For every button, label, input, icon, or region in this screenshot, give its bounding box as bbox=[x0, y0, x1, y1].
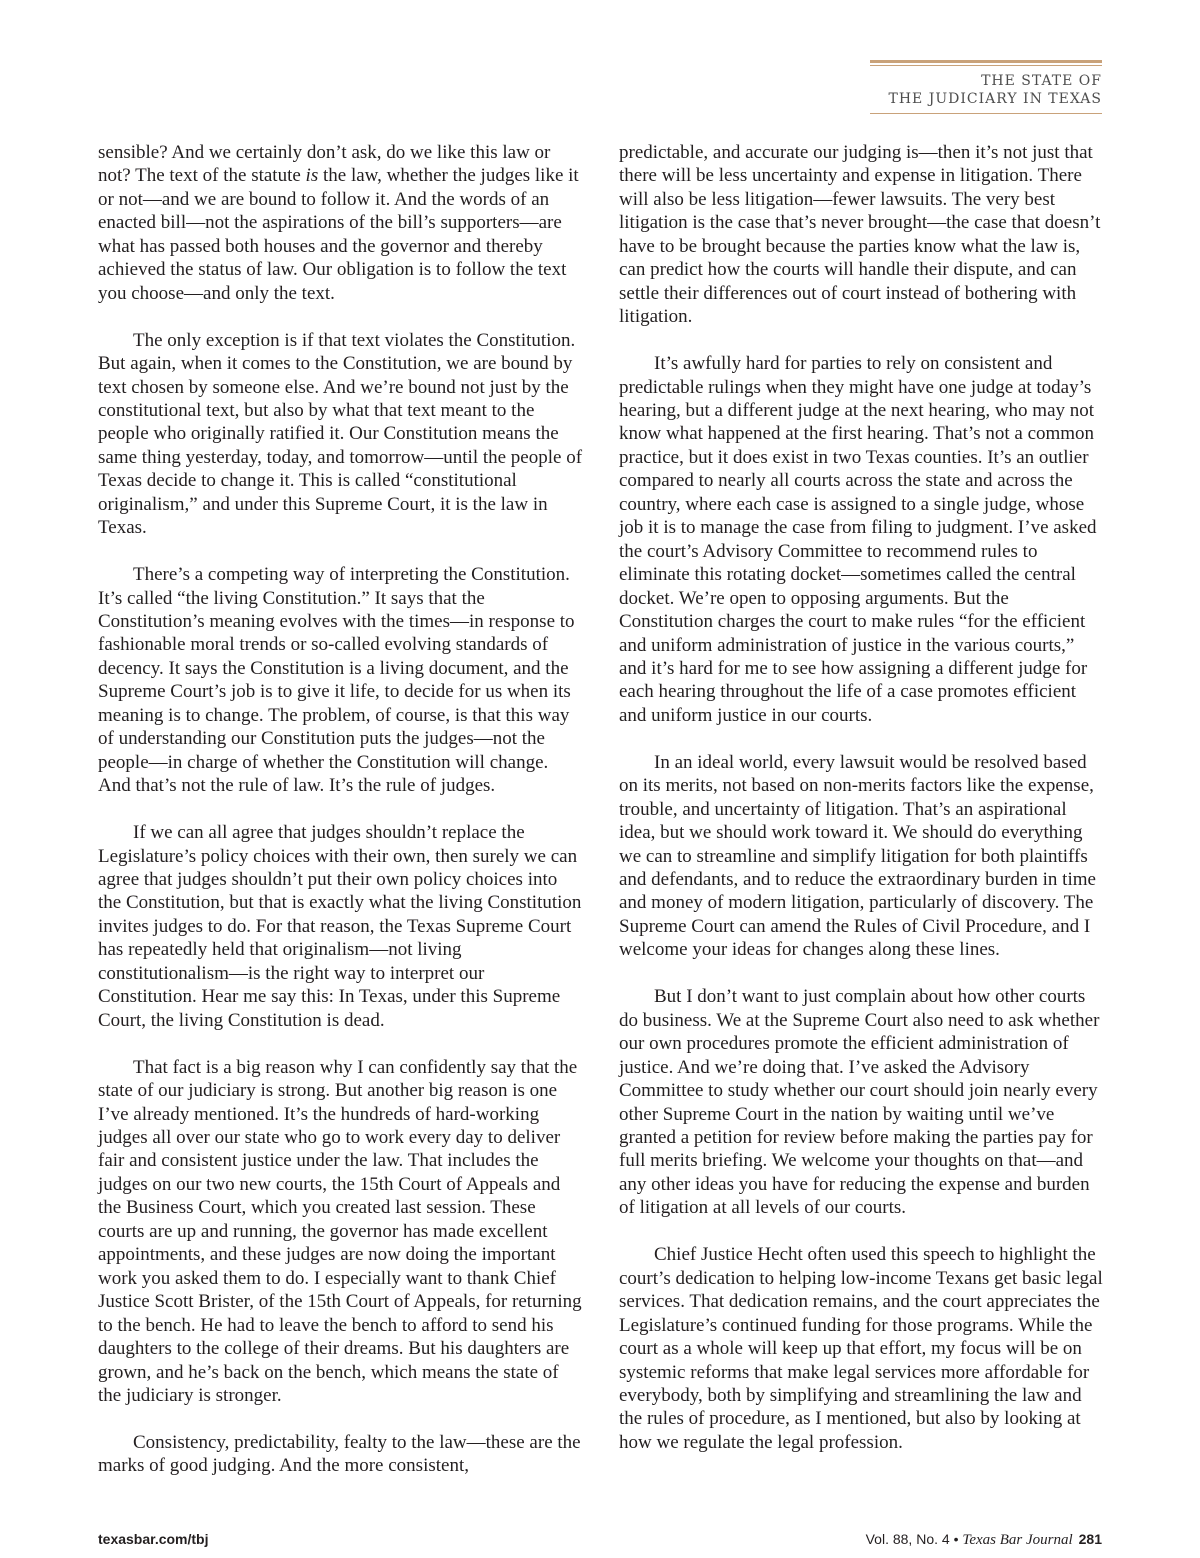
section-title-line2: THE JUDICIARY IN TEXAS bbox=[888, 91, 1102, 107]
paragraph: It’s awfully hard for parties to rely on consistent and predictable rulings when they might have one judge at today’s hearing, but a different judge at the next hearing, who may not know what happened at the first hearing. That’s not a common practice, but it does exist in two Texas counties. It’s an outlier compared to nearly all courts across the state and across the country, where each case is assigned to a single judge, whose job it is to manage the case from filing to judgment. I’ve asked the court’s Advisory Committee to recommend rules to eliminate this rotating docket—sometimes called the central docket. We’re open to opposing arguments. But the Constitution charges the court to make rules “for the efficient and uniform administration of justice in the various courts,” and it’s hard for me to see how assigning a different judge for each hearing throughout the life of a case promotes efficient and uniform justice in our courts. bbox=[619, 353, 1097, 726]
paragraph: Chief Justice Hecht often used this speech to highlight the court’s dedication to helping low-income Texans get basic legal services. That dedication remains, and the court appreciates the Legislature’s continued funding for those programs. While the court as a whole will keep up that effort, my focus will be on systemic reforms that make legal services more affordable for everybody, both by simplifying and streamlining the law and the rules of procedure, as I mentioned, but also by looking at how we regulate the legal profession. bbox=[619, 1244, 1103, 1453]
emphasis-text: is bbox=[305, 165, 319, 187]
paragraph-text: the law, whether the judges like it or not—and we are bound to follow it. And the words of an enacted bill—not the aspirations of the bill’s supporters—are what has passed both houses and the governor and thereby achieved the status of law. Our obligation is to follow the text you choose—and only the text. bbox=[98, 165, 579, 304]
paragraph: If we can all agree that judges shouldn’t replace the Legislature’s policy choices with their own, then surely we can agree that judges shouldn’t put their own policy choices into the Constitution, but that is exactly what the living Constitution invites judges to do. For that reason, the Texas Supreme Court has repeatedly held that originalism—not living constitutionalism—is the right way to interpret our Constitution. Hear me say this: In Texas, under this Supreme Court, the living Constitution is dead. bbox=[98, 822, 582, 1031]
paragraph: Consistency, predictability, fealty to the law—these are the marks of good judging. And the more consistent, bbox=[98, 1431, 581, 1477]
footer-citation bbox=[866, 1531, 1102, 1549]
paragraph: That fact is a big reason why I can confidently say that the state of our judiciary is strong. But another big reason is one I’ve already mentioned. It’s the hundreds of hard-working judges all over our state who go to work every day to deliver fair and consistent justice under the law. That includes the judges on our two new courts, the 15th Court of Appeals and the Business Court, which you created last session. These courts are up and running, the governor has made excellent appointments, and these judges are now doing the important work you asked them to do. I especially want to thank Chief Justice Scott Brister, of the 15th Court of Appeals, for returning to the bench. He had to leave the bench to afford to send his daughters to the college of their dreams. But his daughters are grown, and he’s back on the bench, which means the state of the judiciary is stronger. bbox=[98, 1056, 582, 1406]
page-footer bbox=[98, 1531, 1102, 1553]
header-rule-top bbox=[870, 60, 1102, 63]
section-title-line1: THE STATE OF bbox=[981, 73, 1102, 89]
footer-url-link[interactable]: texasbar.com/tbj bbox=[98, 1531, 209, 1547]
section-title bbox=[870, 66, 1102, 111]
footer-bullet: • bbox=[953, 1531, 959, 1547]
paragraph: In an ideal world, every lawsuit would be resolved based on its merits, not based on non-merits factors like the expense, trouble, and uncertainty of litigation. That’s an aspirational idea, but we should work toward it. We should do everything we can to streamline and simplify litigation for both plaintiffs and defendants, and to reduce the extraordinary burden in time and money of modern litigation, particularly of discovery. The Supreme Court can amend the Rules of Civil Procedure, and I welcome your ideas for changes along these lines. bbox=[619, 751, 1096, 961]
paragraph: predictable, and accurate our judging is—then it’s not just that there will be less uncertainty and expense in litigation. There will also be less litigation—fewer lawsuits. The very best litigation is the case that’s never brought—the case that doesn’t have to be brought because the parties know what the law is, can predict how the courts will handle their dispute, and can settle their differences out of court instead of bothering with litigation. bbox=[619, 142, 1101, 328]
right-column bbox=[619, 141, 1104, 1454]
footer-journal-title: Texas Bar Journal bbox=[962, 1532, 1073, 1548]
paragraph: But I don’t want to just complain about how other courts do business. We at the Supreme Court also need to ask whether our own procedures promote the efficient administration of justice. And we’re doing that. I’ve asked the Advisory Committee to study whether our court should join nearly every other Supreme Court in the nation by waiting until we’ve granted a petition for review before making the parties pay for full merits briefing. We welcome your thoughts on that—and any other ideas you have for reducing the expense and burden of litigation at all levels of our courts. bbox=[619, 986, 1100, 1219]
footer-volume: Vol. 88, No. 4 bbox=[865, 1531, 950, 1547]
page-number: 281 bbox=[1078, 1531, 1102, 1547]
paragraph: The only exception is if that text violates the Constitution. But again, when it comes to the Constitution, we are bound by text chosen by someone else. And we’re bound not just by the constitutional text, but also by what that text meant to the people who originally ratified it. Our Constitution means the same thing yesterday, today, and tomorrow—until the people of Texas decide to change it. This is called “constitutional originalism,” and under this Supreme Court, it is the law in Texas. bbox=[98, 329, 583, 539]
paragraph-text: sensible? And we certainly don’t ask, do we like this law or not? The text of the statute bbox=[98, 142, 551, 187]
paragraph: There’s a competing way of interpreting the Constitution. It’s called “the living Constitution.” It says that the Constitution’s meaning evolves with the times—in response to fashionable moral trends or so-called evolving standards of decency. It says the Constitution is a living document, and the Supreme Court’s job is to give it life, to decide for us when its meaning is to change. The problem, of course, is that this way of understanding our Constitution puts the judges—not the people—in charge of whether the Constitution will change. And that’s not the rule of law. It’s the rule of judges. bbox=[98, 564, 575, 797]
section-header bbox=[870, 60, 1102, 114]
paragraph bbox=[98, 141, 583, 305]
header-rule-bottom bbox=[870, 113, 1102, 114]
left-column bbox=[98, 141, 583, 1478]
